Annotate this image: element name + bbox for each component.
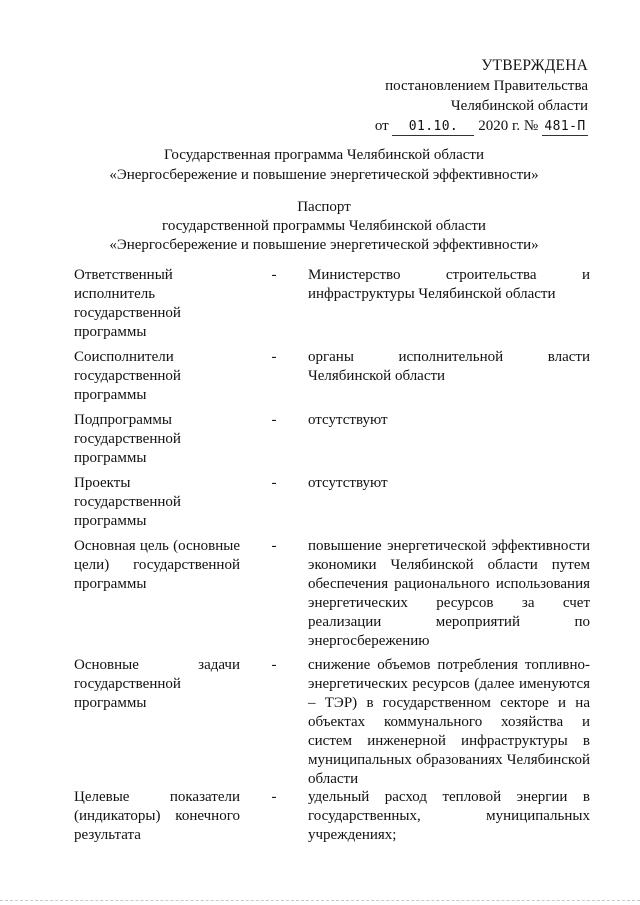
approval-from-prefix: от [374,118,389,134]
row-label: Ответственный исполнитель государственной программы [74,267,181,340]
table-row [74,411,590,474]
table-row [74,537,590,656]
row-dash: - [271,412,277,428]
row-value: отсутствуют [308,475,388,491]
row-dash: - [271,538,277,554]
row-value: органы исполнительной власти Челябинской области [308,349,590,384]
row-value: повышение энергетической эффективности экономики Челябинской области путем обеспечения рационального использования энергетических ресурсов за счет реализации мероприятий по энергосбережению [308,538,590,649]
row-dash: - [271,789,277,805]
row-dash: - [271,475,277,491]
row-label: Основная цель (основные цели) государственной программы [74,538,240,592]
program-title-line-1: Государственная программа Челябинской области [164,147,484,163]
page-bottom-edge [0,900,640,902]
row-dash: - [271,657,277,673]
approval-date-line [348,116,588,136]
table-row [74,266,590,348]
table-row [74,474,590,537]
row-value: снижение объемов потребления топливно-энергетических ресурсов (далее именуются – ТЭР) в государственном секторе и на объектах коммунального хозяйства и систем инженерной инфраструктуры в муниципальных образованиях Челябинской области [308,657,590,787]
row-label: Основные задачи государственной программы [74,657,240,711]
passport-title-line-2: государственной программы Челябинской области [162,218,486,234]
row-value: отсутствуют [308,412,388,428]
row-value: удельный расход тепловой энергии в государственных, муниципальных учреждениях; [308,789,590,843]
approval-title: УТВЕРЖДЕНА [481,57,588,74]
program-title [60,145,588,185]
table-row [74,348,590,411]
row-label: Подпрограммы государственной программы [74,412,181,466]
table-row [74,656,590,788]
row-dash: - [271,267,277,283]
program-title-line-2: «Энергосбережение и повышение энергетической эффективности» [109,167,539,183]
row-value: Министерство строительства и инфраструктуры Челябинской области [308,267,590,302]
approval-date: 01.10. [392,119,474,136]
approval-line-1: постановлением Правительства [385,78,588,94]
passport-title-line-3: «Энергосбережение и повышение энергетической эффективности» [109,237,539,253]
passport-title-line-1: Паспорт [297,199,351,215]
row-label: Проекты государственной программы [74,475,181,529]
passport-title [60,198,588,255]
row-dash: - [271,349,277,365]
row-label: Соисполнители государственной программы [74,349,181,403]
approval-year: 2020 г. № [478,118,539,134]
passport-table [74,266,590,848]
approval-stamp [348,56,588,136]
table-row [74,788,590,848]
approval-line-2: Челябинской области [450,98,588,114]
row-label: Целевые показатели (индикаторы) конечного результата [74,789,240,843]
approval-number: 481-П [542,119,588,136]
